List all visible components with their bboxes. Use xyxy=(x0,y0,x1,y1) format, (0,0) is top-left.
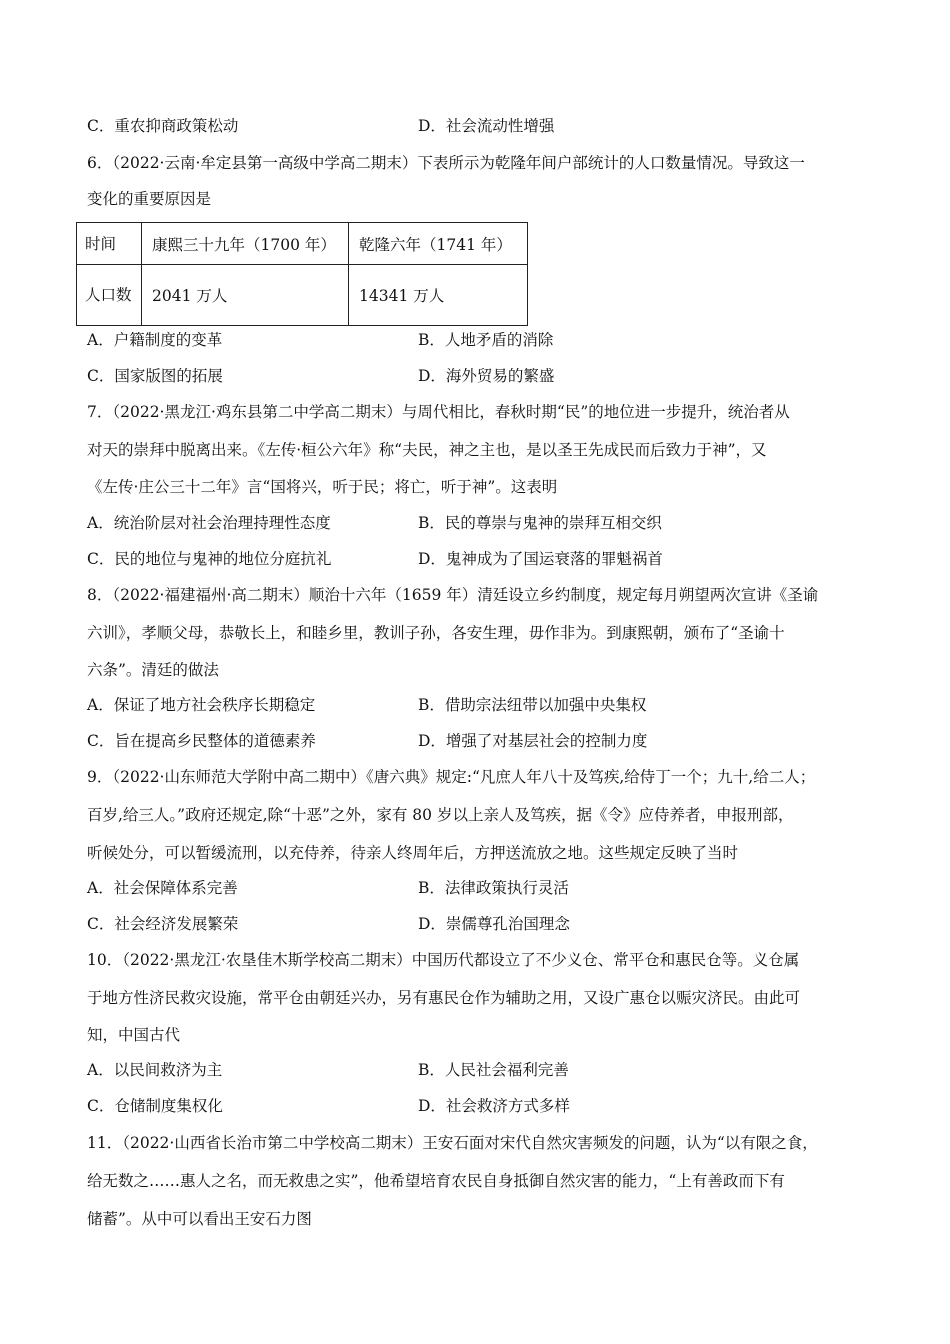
q8-stem-line-3: 六条”。清廷的做法 xyxy=(87,661,219,679)
q8-option-c[interactable]: C．旨在提高乡民整体的道德素养 xyxy=(87,732,316,750)
q11-stem-line-2: 给无数之……惠人之名，而无救患之实”，他希望培育农民自身抵御自然灾害的能力，“上有善政而下有 xyxy=(87,1172,785,1190)
q10-stem-line-1: 10．（2022·黑龙江·农垦佳木斯学校高二期末）中国历代都设立了不少义仓、常平仓和惠民仓等。义仓属 xyxy=(87,951,800,969)
q8-stem-line-2: 六训》，孝顺父母，恭敬长上，和睦乡里，教训子孙，各安生理，毋作非为。到康熙朝，颁布了“圣谕十 xyxy=(87,624,785,642)
q5-option-d[interactable]: D．社会流动性增强 xyxy=(418,117,555,135)
q8-option-a[interactable]: A．保证了地方社会秩序长期稳定 xyxy=(87,696,316,714)
q6-option-c[interactable]: C．国家版图的拓展 xyxy=(87,367,223,385)
q7-option-c[interactable]: C．民的地位与鬼神的地位分庭抗礼 xyxy=(87,550,332,568)
q6-stem-line-2: 变化的重要原因是 xyxy=(87,190,212,208)
q6-option-b[interactable]: B．人地矛盾的消除 xyxy=(418,331,554,349)
q6-option-a[interactable]: A．户籍制度的变革 xyxy=(87,331,223,349)
q10-option-c[interactable]: C．仓储制度集权化 xyxy=(87,1097,223,1115)
q11-stem-line-1: 11．（2022·山西省长治市第二中学校高二期末）王安石面对宋代自然灾害频发的问题，认为“以有限之食， xyxy=(87,1134,818,1152)
q9-option-d[interactable]: D．崇儒尊孔治国理念 xyxy=(418,915,570,933)
q7-stem-line-1: 7．（2022·黑龙江·鸡东县第二中学高二期末）与周代相比，春秋时期“民”的地位进一步提升，统治者从 xyxy=(87,403,790,421)
q8-option-d[interactable]: D．增强了对基层社会的控制力度 xyxy=(418,732,648,750)
table-cell: 14341 万人 xyxy=(349,265,528,326)
q8-stem-line-1: 8．（2022·福建福州·高二期末）顺治十六年（1659 年）清廷设立乡约制度，规定每月朔望两次宣讲《圣谕 xyxy=(87,586,819,604)
table-cell: 2041 万人 xyxy=(142,265,349,326)
q8-option-b[interactable]: B．借助宗法纽带以加强中央集权 xyxy=(418,696,647,714)
q9-stem-line-1: 9．（2022·山东师范大学附中高二期中）《唐六典》规定:“凡庶人年八十及笃疾,给侍丁一个；九十,给二人； xyxy=(87,768,816,786)
table-header-cell: 康熙三十九年（1700 年） xyxy=(142,223,349,265)
q6-stem-line-1: 6．（2022·云南·牟定县第一高级中学高二期末）下表所示为乾隆年间户部统计的人口数量情况。导致这一 xyxy=(87,154,805,172)
q7-option-b[interactable]: B．民的尊崇与鬼神的崇拜互相交织 xyxy=(418,514,662,532)
q10-option-b[interactable]: B．人民社会福利完善 xyxy=(418,1061,569,1079)
q9-option-b[interactable]: B．法律政策执行灵活 xyxy=(418,879,569,897)
q7-option-d[interactable]: D．鬼神成为了国运衰落的罪魁祸首 xyxy=(418,550,663,568)
q9-stem-line-2: 百岁,给三人。”政府还规定,除“十恶”之外，家有 80 岁以上亲人及笃疾，据《令》应侍养者，申报刑部， xyxy=(87,806,794,824)
table-row xyxy=(77,223,528,265)
q10-option-d[interactable]: D．社会救济方式多样 xyxy=(418,1097,570,1115)
q10-stem-line-3: 知，中国古代 xyxy=(87,1026,181,1044)
population-table xyxy=(76,222,528,326)
q10-option-a[interactable]: A．以民间救济为主 xyxy=(87,1061,223,1079)
table-header-cell: 时间 xyxy=(77,223,142,265)
q10-stem-line-2: 于地方性济民救灾设施，常平仓由朝廷兴办，另有惠民仓作为辅助之用，又设广惠仓以赈灾济民。由此可 xyxy=(87,989,801,1007)
table-row-label: 人口数 xyxy=(77,265,142,326)
q11-stem-line-3: 储蓄”。从中可以看出王安石力图 xyxy=(87,1210,312,1228)
table-row xyxy=(77,265,528,326)
q7-option-a[interactable]: A．统治阶层对社会治理持理性态度 xyxy=(87,514,331,532)
table-header-cell: 乾隆六年（1741 年） xyxy=(349,223,528,265)
q9-stem-line-3: 听候处分，可以暂缓流刑，以充侍养，待亲人终周年后，方押送流放之地。这些规定反映了当时 xyxy=(87,844,739,862)
q7-stem-line-2: 对天的崇拜中脱离出来。《左传·桓公六年》称“夫民，神之主也，是以圣王先成民而后致力于神”，又 xyxy=(87,441,767,459)
q6-option-d[interactable]: D．海外贸易的繁盛 xyxy=(418,367,555,385)
q7-stem-line-3: 《左传·庄公三十二年》言“国将兴，听于民；将亡，听于神”。这表明 xyxy=(87,478,558,496)
q9-option-a[interactable]: A．社会保障体系完善 xyxy=(87,879,238,897)
q9-option-c[interactable]: C．社会经济发展繁荣 xyxy=(87,915,239,933)
q5-option-c[interactable]: C．重农抑商政策松动 xyxy=(87,117,239,135)
